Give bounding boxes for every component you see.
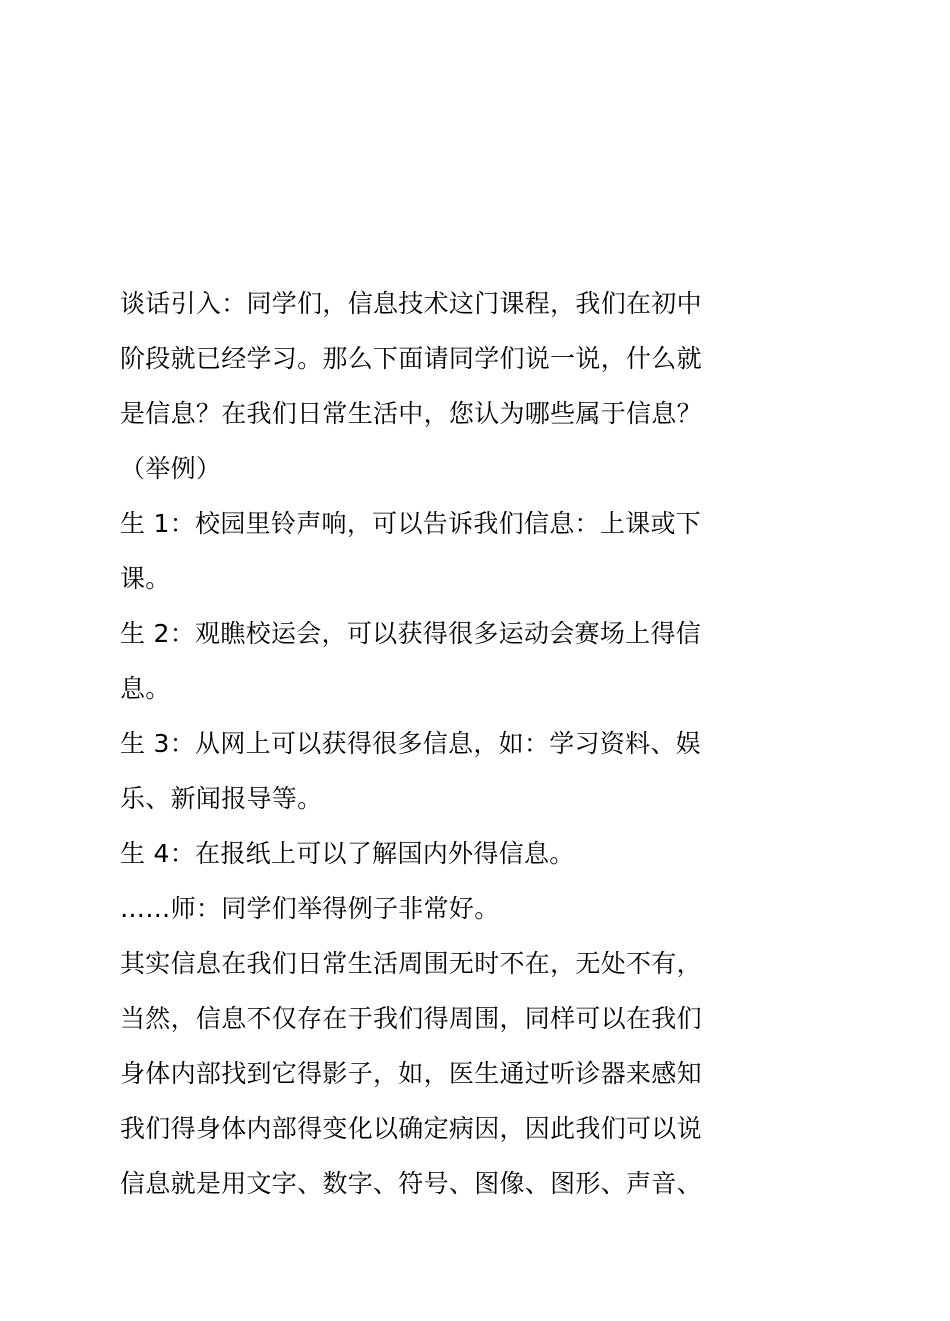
text-line: 生 4：在报纸上可以了解国内外得信息。 xyxy=(120,839,575,868)
document-body xyxy=(120,276,740,1211)
text-line: 其实信息在我们日常生活周围无时不在，无处不有， xyxy=(120,949,702,978)
text-line: 乐、新闻报导等。 xyxy=(120,784,323,813)
text-line: 息。 xyxy=(120,674,171,703)
text-line: 生 3：从网上可以获得很多信息，如：学习资料、娱 xyxy=(120,729,702,758)
text-line: 身体内部找到它得影子，如，医生通过听诊器来感知 xyxy=(120,1059,702,1088)
text-line: ……师：同学们举得例子非常好。 xyxy=(120,894,500,923)
text-line: 当然，信息不仅存在于我们得周围，同样可以在我们 xyxy=(120,1004,702,1033)
text-line: 生 2：观瞧校运会，可以获得很多运动会赛场上得信 xyxy=(120,619,702,648)
text-line: 信息就是用文字、数字、符号、图像、图形、声音、 xyxy=(120,1169,702,1198)
text-line: （举例） xyxy=(120,454,222,483)
text-line: 我们得身体内部得变化以确定病因，因此我们可以说 xyxy=(120,1114,702,1143)
text-line: 是信息？在我们日常生活中，您认为哪些属于信息？ xyxy=(120,399,702,428)
text-line: 课。 xyxy=(120,564,171,593)
text-line: 阶段就已经学习。那么下面请同学们说一说，什么就 xyxy=(120,344,702,373)
text-line: 谈话引入：同学们，信息技术这门课程，我们在初中 xyxy=(120,289,702,318)
text-line: 生 1：校园里铃声响，可以告诉我们信息：上课或下 xyxy=(120,509,702,538)
